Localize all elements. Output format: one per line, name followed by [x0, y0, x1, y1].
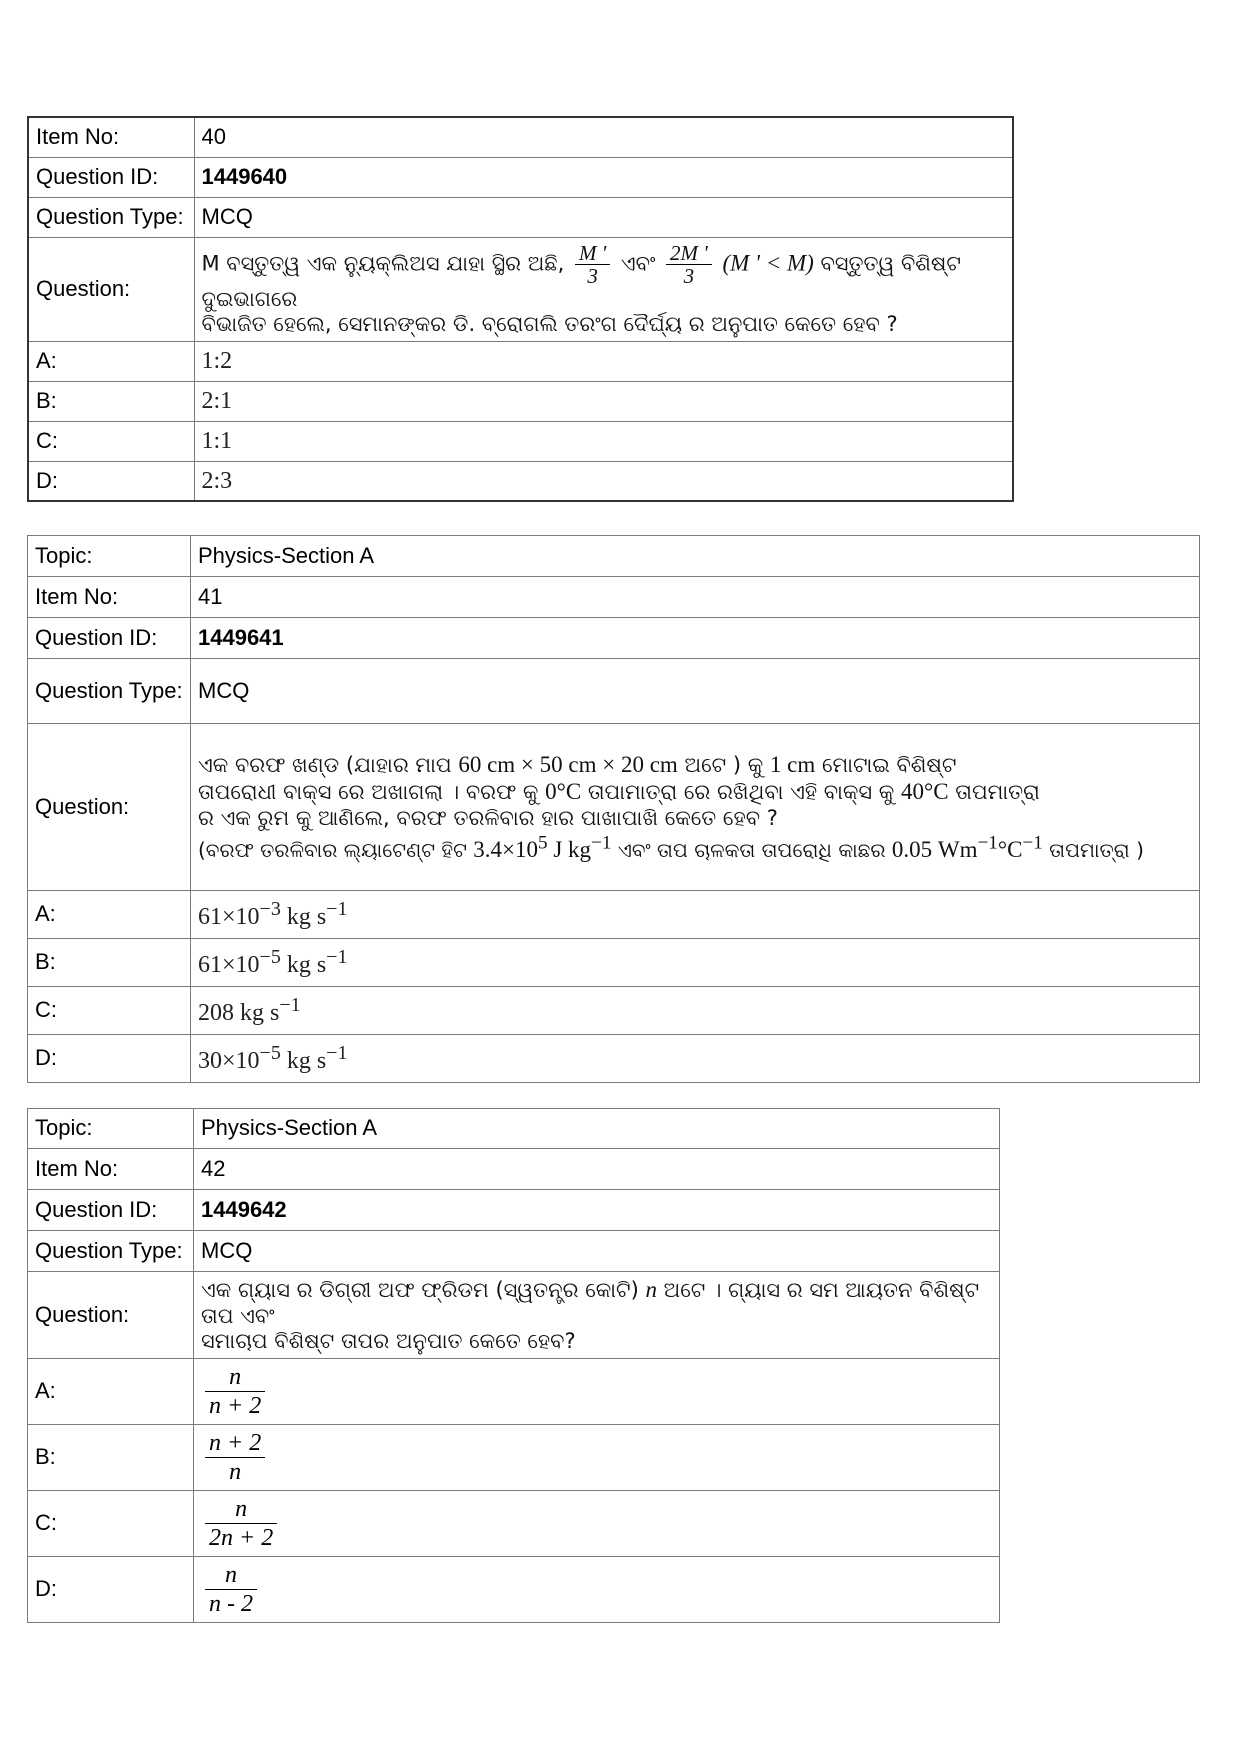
fraction-denominator: 3: [683, 263, 695, 288]
fraction-2m-prime-over-3: [666, 242, 712, 287]
table-row: [28, 1231, 1000, 1272]
question-id-value: 1449641: [191, 618, 1200, 659]
unit-exponent: −1: [326, 946, 348, 969]
question-label: Question:: [28, 237, 194, 341]
question-42-table: [27, 1108, 1000, 1623]
fraction: [205, 1561, 257, 1618]
question-type-value: MCQ: [191, 659, 1200, 724]
question-text-part: ଏକ ବରଫ ଖଣ୍ଡ (ଯାହାର ମାପ: [198, 752, 452, 777]
table-row: [28, 987, 1200, 1035]
temperature-ice: 0°C: [545, 779, 582, 805]
question-id-value: 1449642: [194, 1190, 1000, 1231]
question-id-label: Question ID:: [28, 157, 194, 197]
table-row: [28, 724, 1200, 891]
question-text-part: ବସ୍ତୁତ୍ୱ ବିଶିଷ୍ଟ ଦୁଇଭାଗରେ: [201, 251, 961, 311]
question-id-label: Question ID:: [28, 1190, 194, 1231]
value-unit: kg s: [280, 952, 327, 979]
table-row: [28, 536, 1200, 577]
value-exponent: 5: [538, 832, 548, 854]
question-text-part: ଅଟେ ) କୁ: [684, 752, 764, 777]
item-no-value: 41: [191, 577, 1200, 618]
question-text-part: ଅଟେ । ଗ୍ୟାସ ର ସମ ଆୟତନ ବିଶିଷ୍ଟ ତାପ ଏବଂ: [201, 1278, 980, 1328]
value-exponent: −1: [1022, 832, 1043, 854]
question-type-label: Question Type:: [28, 197, 194, 237]
option-b-label: B:: [28, 939, 191, 987]
option-c-label: C:: [28, 987, 191, 1035]
table-row: [28, 461, 1013, 501]
question-id-label: Question ID:: [28, 618, 191, 659]
table-row: [28, 197, 1013, 237]
table-row: [28, 1557, 1000, 1623]
topic-label: Topic:: [28, 536, 191, 577]
conductivity-value: [891, 832, 1043, 862]
fraction-numerator: n: [205, 1363, 265, 1392]
unit-exponent: −1: [326, 1042, 348, 1065]
fraction-numerator: n: [205, 1561, 257, 1590]
fraction-numerator: n: [205, 1495, 277, 1524]
fraction-denominator: n: [229, 1459, 242, 1485]
option-c-label: C:: [28, 421, 194, 461]
option-c-label: C:: [28, 1491, 194, 1557]
value-exponent: −1: [591, 832, 612, 854]
question-text-part: ତାପମାତ୍ରା: [955, 780, 1040, 805]
question-label: Question:: [28, 724, 191, 891]
option-d-value: [194, 1557, 1000, 1623]
option-c-value: [191, 987, 1200, 1035]
fraction-numerator: n + 2: [205, 1429, 265, 1458]
topic-label: Topic:: [28, 1109, 194, 1149]
option-a-label: A:: [28, 341, 194, 381]
item-no-label: Item No:: [28, 117, 194, 157]
table-row: [28, 891, 1200, 939]
question-text-part: ଏକ ଗ୍ୟାସ ର ଡିଗ୍ରୀ ଅଫ ଫ୍ରିଡମ (ସ୍ୱତନ୍ତ୍ର କୋଟି): [201, 1278, 639, 1303]
table-row: [28, 618, 1200, 659]
fraction-denominator: n - 2: [209, 1591, 253, 1617]
table-row: [28, 1109, 1000, 1149]
value-unit: kg s: [280, 1048, 327, 1075]
fraction-numerator: M ': [575, 242, 610, 265]
value-unit: kg s: [234, 1000, 280, 1027]
question-text-part: ମୋଟାଇ ବିଶିଷ୍ଟ: [821, 752, 957, 777]
box-thickness: 1 cm: [769, 751, 816, 777]
value-exponent: −1: [977, 832, 998, 854]
question-type-label: Question Type:: [28, 659, 191, 724]
table-row: [28, 1149, 1000, 1190]
fraction-denominator: 3: [587, 263, 598, 288]
question-text-line: ବିଭାଜିତ ହେଲେ, ସେମାନଙ୍କର ଡି. ବ୍ରୋଗଲି ତରଂଗ ଦୈର୍ଘ୍ୟ ର ଅନୁପାତ କେତେ ହେବ ?: [201, 311, 898, 336]
table-row: [28, 157, 1013, 197]
question-text-part: M ବସ୍ତୁତ୍ୱ ଏକ ନ୍ୟୁକ୍ଲିଅସ ଯାହା ସ୍ଥିର ଅଛି,: [201, 251, 565, 275]
option-a-value: [194, 1359, 1000, 1425]
topic-value: Physics-Section A: [191, 536, 1200, 577]
table-row: [28, 1190, 1000, 1231]
degrees-of-freedom-symbol: n: [645, 1277, 657, 1303]
value-base: 3.4×10: [473, 836, 539, 862]
option-c-value: [194, 1491, 1000, 1557]
option-d-label: D:: [28, 1557, 194, 1623]
fraction-denominator: n + 2: [209, 1393, 262, 1419]
question-id-value: 1449640: [194, 157, 1013, 197]
option-d-label: D:: [28, 461, 194, 501]
question-text: [191, 724, 1200, 891]
table-row: [28, 659, 1200, 724]
unit-exponent: −1: [279, 994, 301, 1017]
item-no-value: 42: [194, 1149, 1000, 1190]
table-row: [28, 1491, 1000, 1557]
value-exponent: −5: [259, 946, 281, 969]
table-row: [28, 939, 1200, 987]
option-b-label: B:: [28, 1425, 194, 1491]
value-exponent: −3: [259, 898, 281, 921]
item-no-value: 40: [194, 117, 1013, 157]
fraction-m-prime-over-3: [575, 242, 610, 287]
table-row: [28, 1272, 1000, 1359]
fraction-denominator: 2n + 2: [209, 1525, 274, 1551]
latent-heat-value: [473, 832, 612, 862]
option-a-label: A:: [28, 891, 191, 939]
value-exponent: −5: [259, 1042, 281, 1065]
fraction: [205, 1363, 265, 1420]
value-base: 61×10: [198, 904, 260, 931]
unit-exponent: −1: [326, 898, 348, 921]
value-base: 61×10: [198, 952, 260, 979]
option-d-value: 2:3: [194, 461, 1013, 501]
question-41-table: [27, 535, 1200, 1083]
fraction: [205, 1429, 265, 1486]
option-b-value: 2:1: [194, 381, 1013, 421]
question-type-value: MCQ: [194, 197, 1013, 237]
table-row: [28, 1035, 1200, 1083]
value-base: 208: [198, 1000, 234, 1027]
question-text-part: ତାପରୋଧୀ ବାକ୍ସ ରେ ଅଖାଗଲା । ବରଫ କୁ: [198, 780, 539, 805]
question-text: [194, 1272, 1000, 1359]
option-b-label: B:: [28, 381, 194, 421]
table-row: [28, 237, 1013, 341]
fraction-numerator: 2M ': [666, 242, 712, 265]
question-text-part: ଏବଂ: [620, 251, 656, 275]
item-no-label: Item No:: [28, 1149, 194, 1190]
temperature-room: 40°C: [901, 779, 949, 805]
fraction: [205, 1495, 277, 1552]
topic-value: Physics-Section A: [194, 1109, 1000, 1149]
question-text: [194, 237, 1013, 341]
option-d-label: D:: [28, 1035, 191, 1083]
value-base: 0.05 Wm: [891, 836, 978, 862]
question-text-line: ସମାଚାପ ବିଶିଷ୍ଟ ତାପର ଅନୁପାତ କେତେ ହେବ?: [201, 1328, 576, 1353]
value-unit: °C: [997, 836, 1023, 862]
option-a-value: 1:2: [194, 341, 1013, 381]
question-40-table: [27, 116, 1014, 502]
value-unit: kg s: [280, 904, 327, 931]
question-text-line: ର ଏକ ରୁମ କୁ ଆଣିଲେ, ବରଫ ତରଳିବାର ହାର ପାଖାପାଖି କେତେ ହେବ ?: [198, 805, 778, 830]
option-b-value: [194, 1425, 1000, 1491]
table-row: [28, 421, 1013, 461]
option-b-value: [191, 939, 1200, 987]
option-c-value: 1:1: [194, 421, 1013, 461]
question-text-part: (ବରଫ ତରଳିବାର ଲ୍ୟାଟେଣ୍ଟ ହିଟ: [198, 837, 467, 862]
option-a-label: A:: [28, 1359, 194, 1425]
question-condition: (M ' < M): [722, 250, 814, 275]
question-text-part: ତାପାମାତ୍ରା ରେ ରଖିଥିବା ଏହି ବାକ୍ସ କୁ: [587, 780, 895, 805]
option-a-value: [191, 891, 1200, 939]
table-row: [28, 1359, 1000, 1425]
table-row: [28, 117, 1013, 157]
table-row: [28, 341, 1013, 381]
table-row: [28, 577, 1200, 618]
item-no-label: Item No:: [28, 577, 191, 618]
question-label: Question:: [28, 1272, 194, 1359]
question-text-part: ତାପମାତ୍ରା ): [1049, 837, 1144, 862]
ice-dimensions: 60 cm × 50 cm × 20 cm: [458, 751, 678, 777]
table-row: [28, 1425, 1000, 1491]
table-row: [28, 381, 1013, 421]
option-d-value: [191, 1035, 1200, 1083]
value-unit: J kg: [547, 836, 592, 862]
question-type-value: MCQ: [194, 1231, 1000, 1272]
question-type-label: Question Type:: [28, 1231, 194, 1272]
question-text-part: ଏବଂ ତାପ ଚାଳକତା ତାପରୋଧି କାଛର: [617, 837, 886, 862]
value-base: 30×10: [198, 1048, 260, 1075]
